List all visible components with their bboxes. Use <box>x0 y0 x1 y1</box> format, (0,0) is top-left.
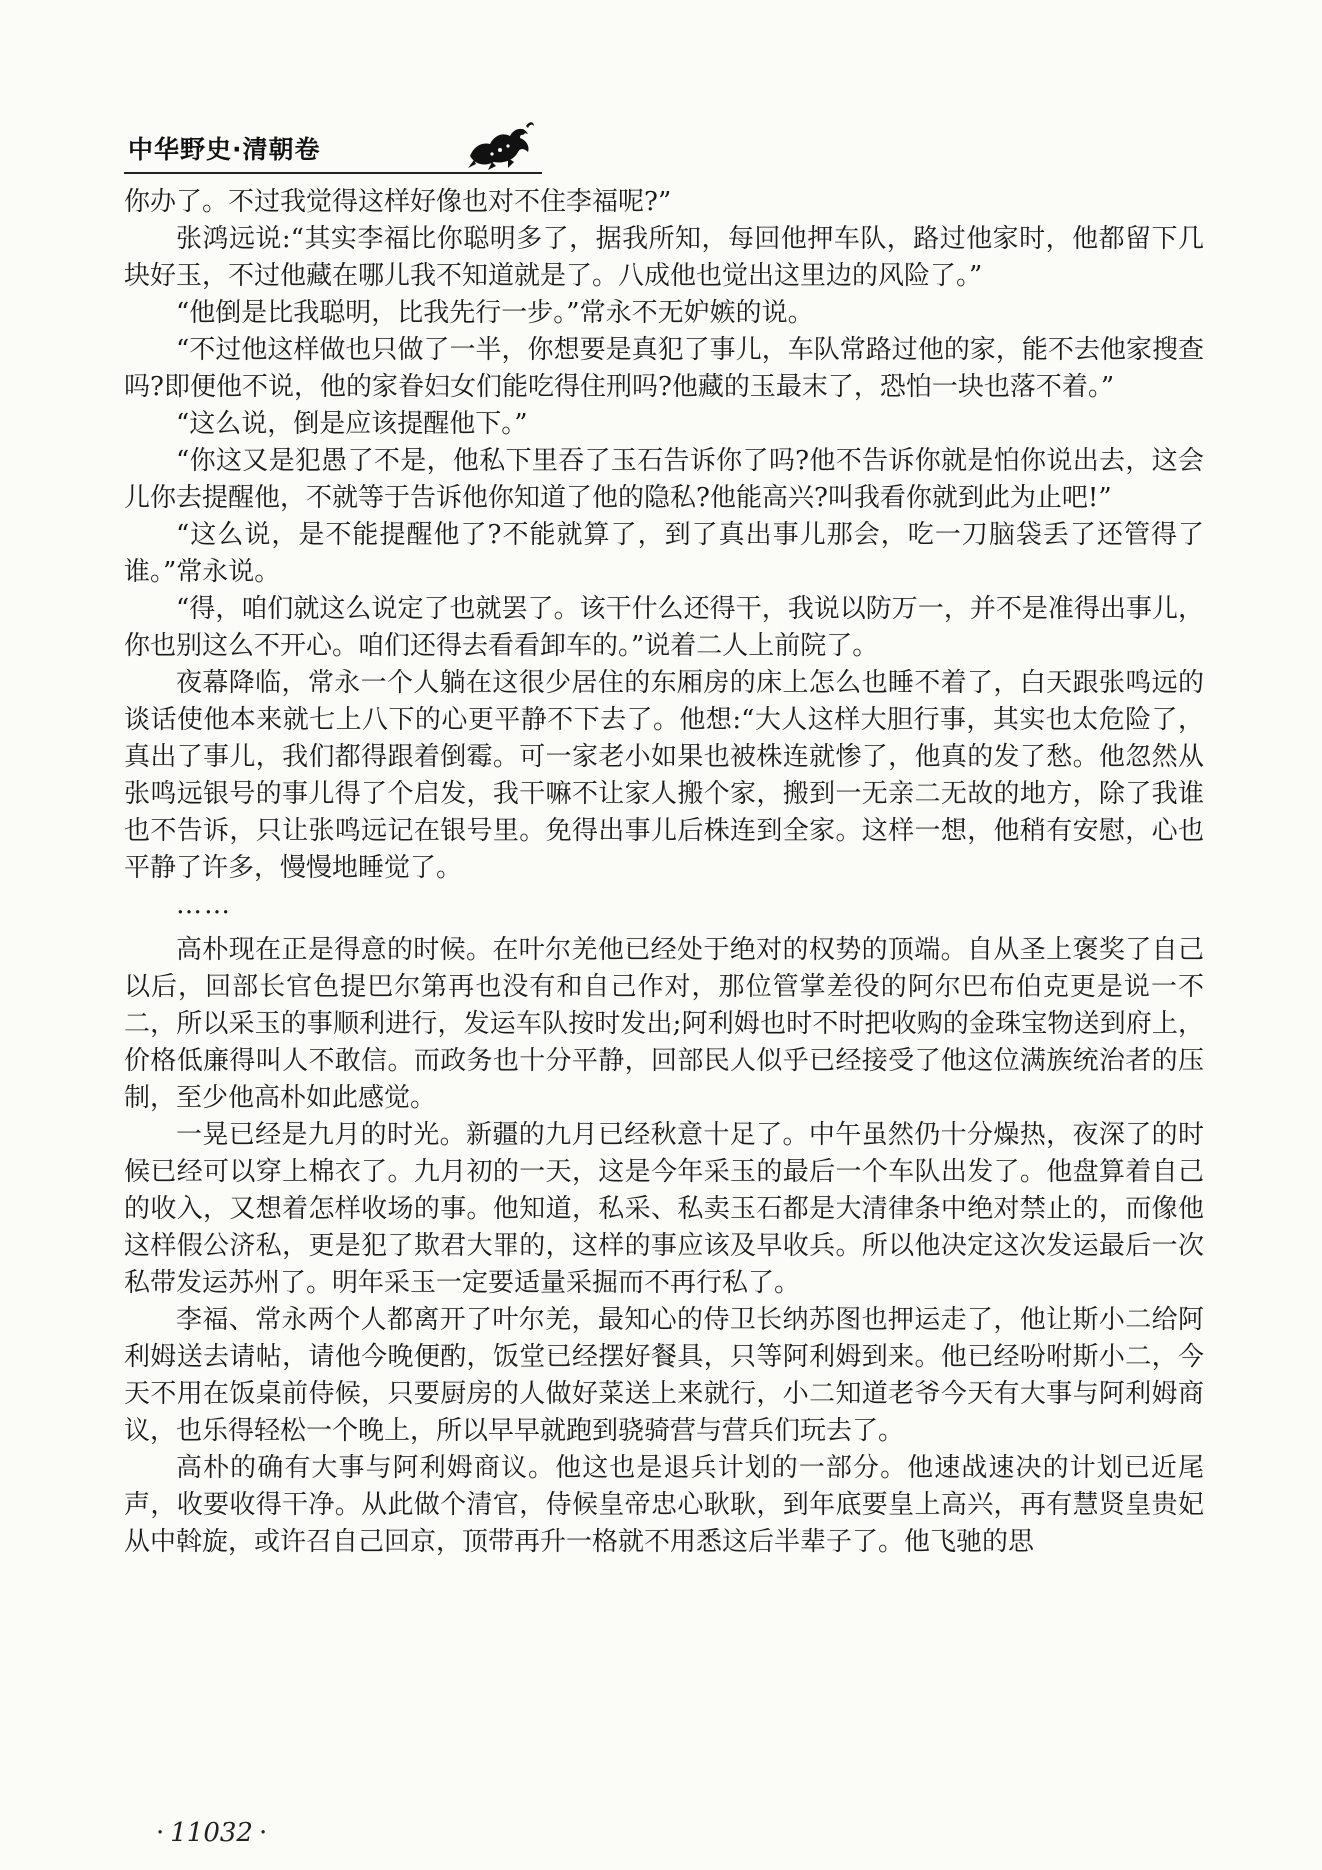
page-number-dot: · <box>156 1818 165 1848</box>
paragraph: 高朴现在正是得意的时候。在叶尔羌他已经处于绝对的权势的顶端。自从圣上褒奖了自己以后，回部长官色提巴尔第再也没有和自己作对，那位管掌差役的阿尔巴布伯克更是说一不二，所以采玉的事顺利进行，发运车队按时发出;阿利姆也时不时把收购的金珠宝物送到府上，价格低廉得叫人不敢信。而政务也十分平静，回部民人似乎已经接受了他这位满族统治者的压制，至少他高朴如此感觉。 <box>124 935 1204 1113</box>
page-number-dot: · <box>258 1818 268 1848</box>
page-number <box>150 1818 273 1848</box>
paragraph: “这么说，是不能提醒他了?不能就算了，到了真出事儿那会，吃一刀脑袋丢了还管得了谁。”常永说。 <box>124 520 1204 587</box>
paragraph: “你这又是犯愚了不是，他私下里吞了玉石告诉你了吗?他不告诉你就是怕你说出去，这会儿你去提醒他，不就等于告诉他你知道了他的隐私?他能高兴?叫我看你就到此为止吧!” <box>124 446 1204 513</box>
paragraph: 你办了。不过我觉得这样好像也对不住李福呢?” <box>124 187 672 217</box>
paragraph: “他倒是比我聪明，比我先行一步。”常永不无妒嫉的说。 <box>176 298 814 328</box>
paragraph: “不过他这样做也只做了一半，你想要是真犯了事儿，车队常路过他的家，能不去他家搜查吗?即便他不说，他的家眷妇女们能吃得住刑吗?他藏的玉最末了，恐怕一块也落不着。” <box>124 335 1204 402</box>
section-break-ellipsis: …… <box>176 890 232 920</box>
running-header <box>124 124 544 174</box>
header-rule <box>124 172 542 174</box>
page-body <box>124 184 1204 1561</box>
header-title: 中华野史·清朝卷 <box>128 135 321 164</box>
paragraph: 李福、常永两个人都离开了叶尔羌，最知心的侍卫长纳苏图也押运走了，他让斯小二给阿利姆送去请帖，请他今晚便酌，饭堂已经摆好餐具，只等阿利姆到来。他已经吩咐斯小二，今天不用在饭桌前侍候，只要厨房的人做好菜送上来就行，小二知道老爷今天有大事与阿利姆商议，也乐得轻松一个晚上，所以早早就跑到骁骑营与营兵们玩去了。 <box>124 1305 1204 1446</box>
paragraph: “得，咱们就这么说定了也就罢了。该干什么还得干，我说以防万一，并不是准得出事儿，你也别这么不开心。咱们还得去看看卸车的。”说着二人上前院了。 <box>124 594 1204 661</box>
paragraph: 高朴的确有大事与阿利姆商议。他这也是退兵计划的一部分。他速战速决的计划已近尾声，收要收得干净。从此做个清官，侍候皇帝忠心耿耿，到年底要皇上高兴，再有慧贤皇贵妃从中斡旋，或许召自己回京，顶带再升一格就不用悉这后半辈子了。他飞驰的思 <box>124 1453 1204 1557</box>
dragon-emblem-icon <box>464 116 536 172</box>
paragraph: “这么说，倒是应该提醒他下。” <box>176 409 528 439</box>
page-number-value: 11032 <box>170 1818 253 1848</box>
paragraph: 张鸿远说:“其实李福比你聪明多了，据我所知，每回他押车队，路过他家时，他都留下几块好玉，不过他藏在哪儿我不知道就是了。八成他也觉出这里边的风险了。” <box>124 224 1204 291</box>
paragraph: 夜幕降临，常永一个人躺在这很少居住的东厢房的床上怎么也睡不着了，白天跟张鸣远的谈话使他本来就七上八下的心更平静不下去了。他想:“大人这样大胆行事，其实也太危险了，真出了事儿，我们都得跟着倒霉。可一家老小如果也被株连就惨了，他真的发了愁。他忽然从张鸣远银号的事儿得了个启发，我干嘛不让家人搬个家，搬到一无亲二无故的地方，除了我谁也不告诉，只让张鸣远记在银号里。免得出事儿后株连到全家。这样一想，他稍有安慰，心也平静了许多，慢慢地睡觉了。 <box>124 668 1204 883</box>
paragraph: 一晃已经是九月的时光。新疆的九月已经秋意十足了。中午虽然仍十分燥热，夜深了的时候已经可以穿上棉衣了。九月初的一天，这是今年采玉的最后一个车队出发了。他盘算着自己的收入，又想着怎样收场的事。他知道，私采、私卖玉石都是大清律条中绝对禁止的，而像他这样假公济私，更是犯了欺君大罪的，这样的事应该及早收兵。所以他决定这次发运最后一次私带发运苏州了。明年采玉一定要适量采掘而不再行私了。 <box>124 1120 1204 1298</box>
